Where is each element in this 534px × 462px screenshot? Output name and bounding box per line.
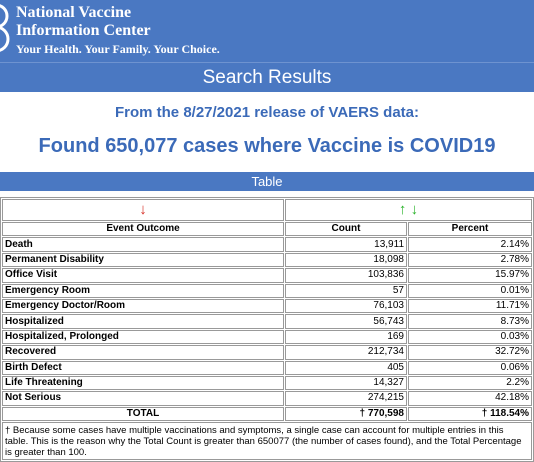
nvic-logo-icon [0,2,16,54]
header-event-outcome: Event Outcome [2,222,284,236]
count-cell: 212,734 [285,345,407,359]
outcome-cell: Emergency Room [2,284,284,298]
percent-cell: 0.03% [408,330,532,344]
percent-cell: 15.97% [408,268,532,282]
total-row [2,407,532,421]
table-row [2,391,532,405]
percent-cell: 2.78% [408,253,532,267]
table-label-bar [0,172,534,191]
count-cell: 13,911 [285,237,407,251]
table-row [2,299,532,313]
percent-cell: 0.06% [408,361,532,375]
header-percent: Percent [408,222,532,236]
site-header [0,0,534,62]
table-row [2,345,532,359]
count-cell: 103,836 [285,268,407,282]
table-row [2,253,532,267]
count-cell: 405 [285,361,407,375]
count-cell: 274,215 [285,391,407,405]
table-row [2,284,532,298]
sort-down-arrow-icon[interactable]: ↓ [139,201,147,218]
table-row [2,330,532,344]
total-label: TOTAL [2,407,284,421]
table-row [2,314,532,328]
release-text: From the 8/27/2021 release of VAERS data: [114,104,419,121]
table-row [2,361,532,375]
count-cell: 18,098 [285,253,407,267]
outcome-cell: Permanent Disability [2,253,284,267]
outcome-cell: Hospitalized, Prolonged [2,330,284,344]
percent-cell: 0.01% [408,284,532,298]
percent-cell: 11.71% [408,299,532,313]
outcome-cell: Death [2,237,284,251]
total-count: † 770,598 [285,407,407,421]
count-cell: 14,327 [285,376,407,390]
header-count: Count [285,222,407,236]
table-label: Table [251,174,283,189]
outcome-cell: Recovered [2,345,284,359]
results-table [0,197,534,462]
footnote-text: † Because some cases have multiple vaccinations and symptoms, a single case can account for multiple entries in this table. This is the reason why the Total Count is greater than 650077 (the number of cases found), and the Total Percentage is greater than 100. [2,422,532,460]
count-cell: 76,103 [285,299,407,313]
percent-cell: 8.73% [408,314,532,328]
section-title-bar [0,62,534,92]
table-row [2,237,532,251]
table-row [2,376,532,390]
count-cell: 56,743 [285,314,407,328]
percent-cell: 42.18% [408,391,532,405]
outcome-sort-cell [2,199,284,221]
count-cell: 169 [285,330,407,344]
sort-up-arrow-icon[interactable]: ↑ [398,201,407,218]
percent-cell: 2.2% [408,376,532,390]
outcome-cell: Emergency Doctor/Room [2,299,284,313]
outcome-cell: Birth Defect [2,361,284,375]
total-percent: † 118.54% [408,407,532,421]
outcome-cell: Life Threatening [2,376,284,390]
count-sort-cell [285,199,532,221]
table-row [2,268,532,282]
tagline: Your Health. Your Family. Your Choice. [16,42,220,56]
sort-down-arrow-icon[interactable]: ↓ [410,201,419,218]
outcome-cell: Not Serious [2,391,284,405]
percent-cell: 32.72% [408,345,532,359]
footnote-row [2,422,532,460]
percent-cell: 2.14% [408,237,532,251]
found-text: Found 650,077 cases where Vaccine is COVID19 [38,135,496,157]
sort-row [2,199,532,221]
org-name-line2[interactable]: Information Center [16,22,151,39]
outcome-cell: Office Visit [2,268,284,282]
table-header-row [2,222,532,236]
org-name-line1[interactable]: National Vaccine [16,4,132,21]
outcome-cell: Hospitalized [2,314,284,328]
section-title: Search Results [202,67,332,88]
count-cell: 57 [285,284,407,298]
